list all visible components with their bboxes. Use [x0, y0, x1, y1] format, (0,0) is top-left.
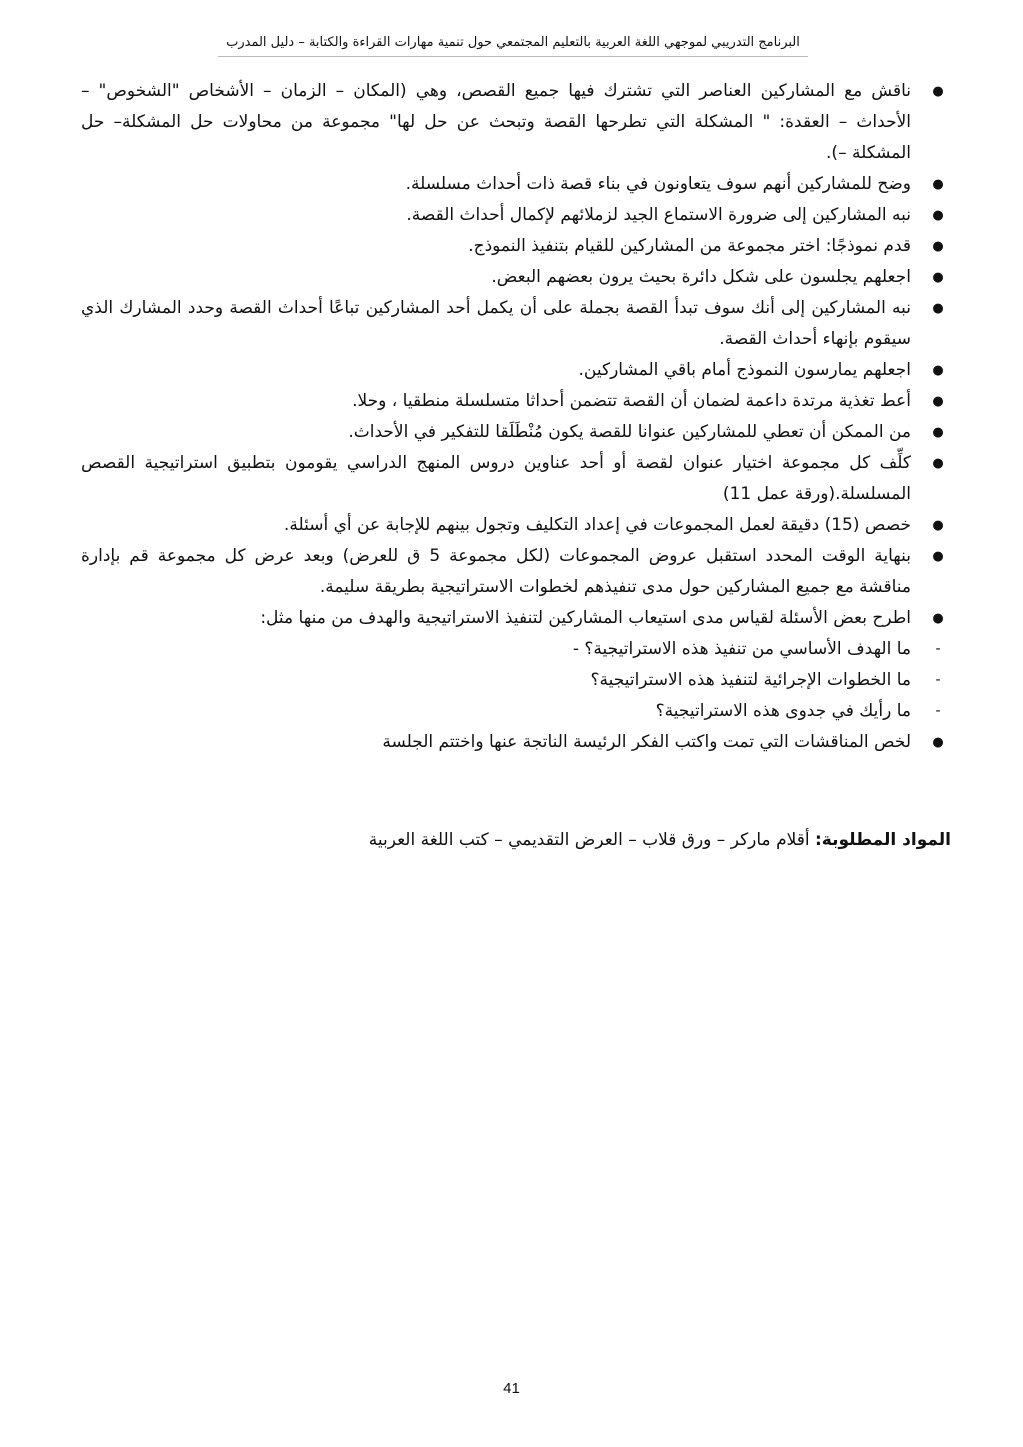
list-item-text: بنهاية الوقت المحدد استقبل عروض المجموعات (لكل مجموعة 5 ق للعرض) وبعد عرض كل مجموعة قم بإدارة مناقشة مع جميع المشاركين حول مدى تنفيذهم لخطوات الاستراتيجية بطريقة سليمة.	[81, 546, 912, 597]
list-item-text: كلِّف كل مجموعة اختيار عنوان لقصة أو أحد عناوين دروس المنهج الدراسي يقومون بتطبيق استراتيجية القصص المسلسلة.(ورقة عمل 11)	[81, 453, 911, 504]
list-item-text: نبه المشاركين إلى ضرورة الاستماع الجيد لزملائهم لإكمال أحداث القصة.	[406, 205, 911, 225]
list-item	[81, 169, 955, 200]
bullet-icon: ●	[932, 301, 944, 316]
list-item	[81, 448, 955, 510]
list-item-text: أعط تغذية مرتدة داعمة لضمان أن القصة تتضمن أحداثا متسلسلة منطقيا ، وحلا.	[352, 391, 911, 411]
sub-question-text: ما الخطوات الإجرائية لتنفيذ هذه الاستراتيجية؟	[590, 670, 911, 690]
sub-question-item	[81, 665, 955, 696]
bullet-icon: ●	[932, 394, 944, 409]
sub-question-text: ما رأيك في جدوى هذه الاستراتيجية؟	[655, 701, 911, 721]
list-item-text: قدم نموذجًا: اختر مجموعة من المشاركين للقيام بتنفيذ النموذج.	[468, 236, 911, 256]
bullet-icon: ●	[932, 177, 944, 192]
bullet-icon: ●	[932, 208, 944, 223]
sub-question-item	[81, 696, 955, 727]
list-item-text: لخص المناقشات التي تمت واكتب الفكر الرئيسة الناتجة عنها واختتم الجلسة	[382, 732, 911, 752]
sub-question-item	[81, 634, 955, 665]
list-item-text: نبه المشاركين إلى أنك سوف تبدأ القصة بجملة على أن يكمل أحد المشاركين تباعًا أحداث القصة وحدد المشارك الذي سيقوم بإنهاء أحداث القصة.	[81, 298, 911, 349]
list-item-text: خصص (15) دقيقة لعمل المجموعات في إعداد التكليف وتجول بينهم للإجابة عن أي أسئلة.	[283, 515, 911, 535]
list-item-text: اجعلهم يمارسون النموذج أمام باقي المشاركين.	[578, 360, 911, 380]
bullet-icon: ●	[932, 363, 944, 378]
list-item	[81, 510, 955, 541]
materials-label: المواد المطلوبة:	[815, 830, 951, 850]
dash-icon: -	[935, 703, 941, 719]
bullet-icon: ●	[932, 270, 944, 285]
required-materials	[91, 826, 951, 854]
list-item	[81, 355, 955, 386]
instruction-list	[81, 76, 955, 758]
bullet-icon: ●	[932, 425, 944, 440]
sub-question-text: ما الهدف الأساسي من تنفيذ هذه الاستراتيجية؟ -	[572, 639, 911, 659]
bullet-icon: ●	[932, 549, 944, 564]
list-item	[81, 541, 955, 603]
list-item-text: اجعلهم يجلسون على شكل دائرة بحيث يرون بعضهم البعض.	[491, 267, 911, 287]
bullet-icon: ●	[932, 239, 944, 254]
bullet-icon: ●	[932, 84, 944, 99]
list-item-text: وضح للمشاركين أنهم سوف يتعاونون في بناء قصة ذات أحداث مسلسلة.	[405, 174, 911, 194]
list-item	[81, 293, 955, 355]
list-item	[81, 386, 955, 417]
list-item-text: اطرح بعض الأسئلة لقياس مدى استيعاب المشاركين لتنفيذ الاستراتيجية والهدف من منها مثل:	[260, 608, 911, 628]
list-item	[81, 262, 955, 293]
list-item-text: من الممكن أن تعطي للمشاركين عنوانا للقصة يكون مُنْطَلَقا للتفكير في الأحداث.	[348, 422, 911, 442]
bullet-icon: ●	[932, 456, 944, 471]
dash-icon: -	[935, 641, 941, 657]
dash-icon: -	[935, 672, 941, 688]
list-item-text: ناقش مع المشاركين العناصر التي تشترك فيها جميع القصص، وهي (المكان – الزمان – الأشخاص "الشخوص" – الأحداث – العقدة: " المشكلة التي تطرحها القصة وتبحث عن حل لها" مجموعة من محاولات حل المشكلة– حل المشكلة –).	[81, 81, 911, 163]
list-item	[81, 727, 955, 758]
bullet-icon: ●	[932, 518, 944, 533]
list-item	[81, 200, 955, 231]
list-item	[81, 417, 955, 448]
list-item	[81, 603, 955, 634]
running-header: البرنامج التدريبي لموجهي اللغة العربية بالتعليم المجتمعي حول تنمية مهارات القراءة والكتابة – دليل المدرب	[218, 34, 808, 57]
list-item	[81, 231, 955, 262]
list-item	[81, 76, 955, 169]
page-number: 41	[503, 1380, 520, 1397]
bullet-icon: ●	[932, 611, 944, 626]
materials-text: أقلام ماركر – ورق قلاب – العرض التقديمي – كتب اللغة العربية	[368, 830, 815, 850]
bullet-icon: ●	[932, 735, 944, 750]
